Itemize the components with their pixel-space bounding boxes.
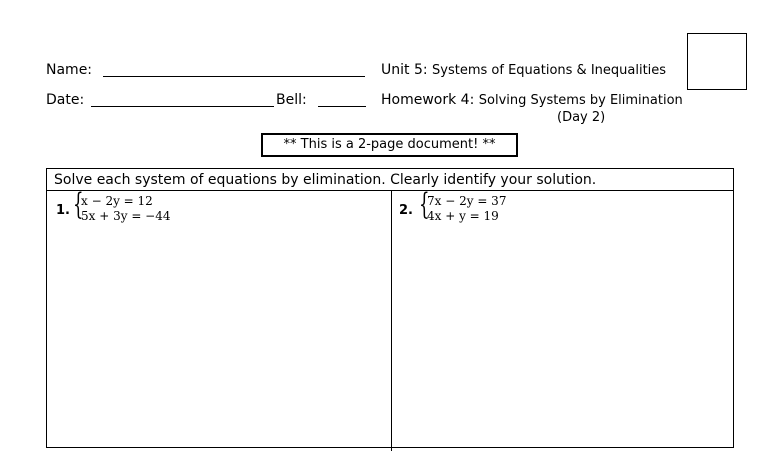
homework-day: (Day 2) xyxy=(557,110,606,125)
unit-prefix: Unit 5: xyxy=(381,62,428,78)
date-label: Date: xyxy=(46,92,85,108)
grade-box xyxy=(687,33,747,90)
name-label: Name: xyxy=(46,62,93,78)
problem-2-eq2: 4x + y = 19 xyxy=(427,209,499,223)
problem-1-system xyxy=(73,187,171,224)
unit-heading xyxy=(381,62,666,78)
problem-2-eq1: 7x − 2y = 37 xyxy=(427,194,507,208)
homework-title: Solving Systems by Elimination xyxy=(478,93,683,108)
problem-1-eq1: x − 2y = 12 xyxy=(81,194,153,208)
column-divider xyxy=(391,191,392,451)
brace-icon: { xyxy=(419,187,430,222)
problem-2-number: 2. xyxy=(399,203,413,218)
brace-icon: { xyxy=(73,187,84,222)
problem-1-number: 1. xyxy=(56,203,70,218)
homework-prefix: Homework 4: xyxy=(381,92,475,108)
notice-box: ** This is a 2-page document! ** xyxy=(261,133,518,157)
problem-1-eq2: 5x + 3y = −44 xyxy=(81,209,171,223)
instructions: Solve each system of equations by elimination. Clearly identify your solution. xyxy=(47,169,733,191)
bell-label: Bell: xyxy=(276,92,307,108)
bell-blank[interactable] xyxy=(318,106,366,107)
unit-title: Systems of Equations & Inequalities xyxy=(432,63,667,78)
date-blank[interactable] xyxy=(91,106,274,107)
problem-table xyxy=(46,168,734,448)
name-blank[interactable] xyxy=(103,76,365,77)
homework-heading xyxy=(381,92,683,108)
problem-2-system xyxy=(419,187,507,224)
